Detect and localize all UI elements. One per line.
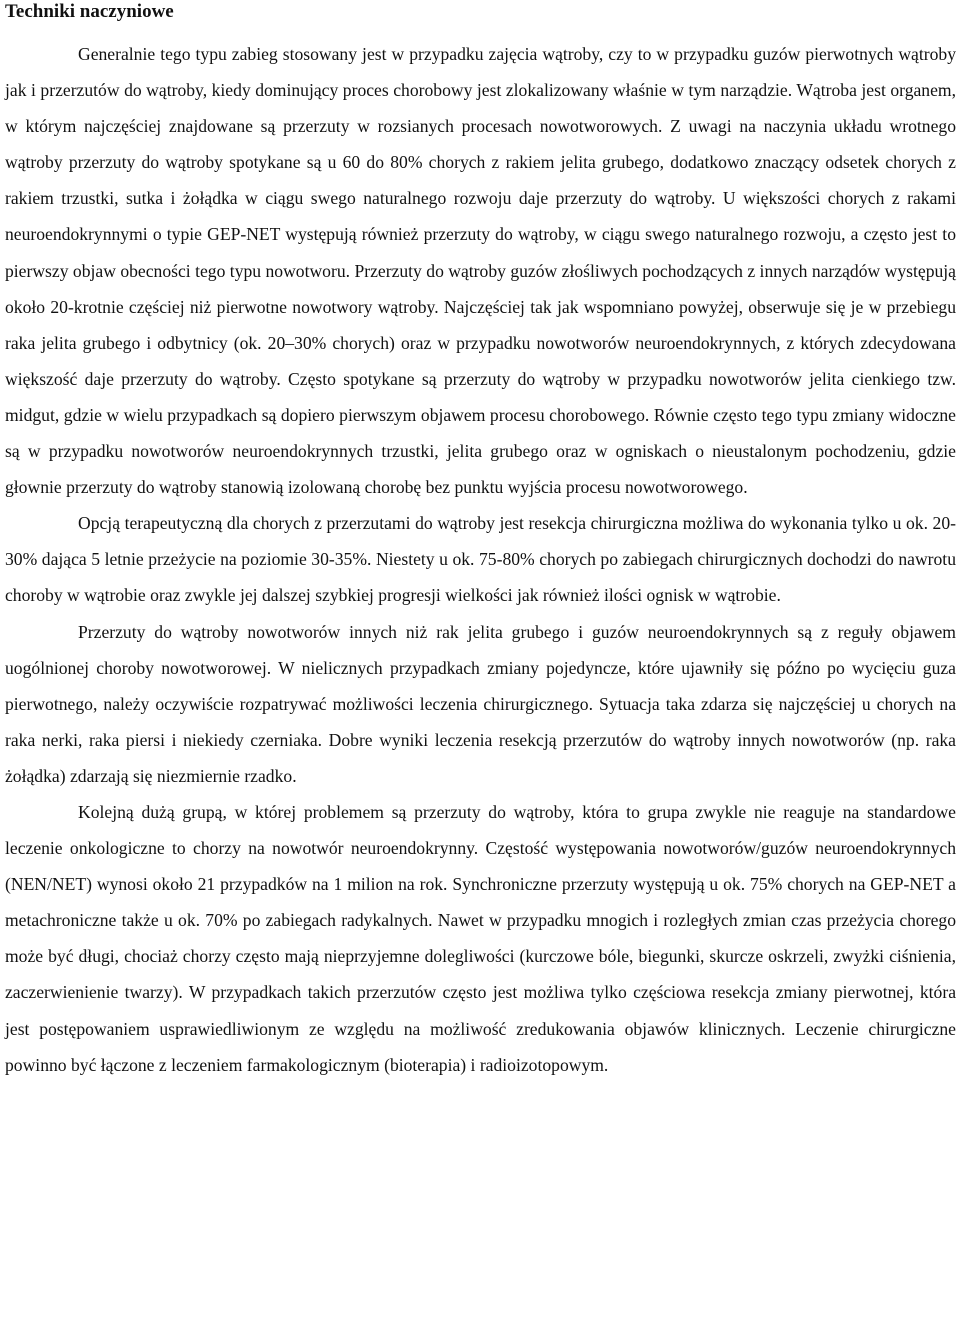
paragraph-other-tumors: Przerzuty do wątroby nowotworów innych niż rak jelita grubego i guzów neuroendokrynnych są z reguły objawem uogólnionej choroby nowotworowej. W nielicznych przypadkach zmiany pojedyncze, które ujawniły się późno po wycięciu guza pierwotnego, należy oczywiście rozpatrywać możliwości leczenia chirurgicznego. Sytuacja taka zdarza się najczęściej u chorych na raka nerki, raka piersi i niekiedy czerniaka. Dobre wyniki leczenia resekcją przerzutów do wątroby innych nowotworów (np. raka żołądka) zdarzają się niezmiernie rzadko.	[5, 621, 956, 786]
paragraph-liver-metastases-overview: Generalnie tego typu zabieg stosowany jest w przypadku zajęcia wątroby, czy to w przypadku guzów pierwotnych wątroby jak i przerzutów do wątroby, kiedy dominujący proces chorobowy jest zlokalizowany właśnie w tym narządzie. Wątroba jest organem, w którym najczęściej znajdowane są przerzuty w rozsianych procesach nowotworowych. Z uwagi na naczynia układu wrotnego wątroby przerzuty do wątroby spotykane są u 60 do 80% chorych z rakiem jelita grubego, dodatkowo znaczący odsetek chorych z rakiem trzustki, sutka i żołądka w ciągu swego naturalnego rozwoju daje przerzuty do wątroby. U większości chorych z rakami neuroendokrynnymi o typie GEP-NET występują również przerzuty do wątroby, w ciągu swego naturalnego rozwoju, a często jest to pierwszy objaw obecności tego typu nowotworu. Przerzuty do wątroby guzów złośliwych pochodzących z innych narządów występują około 20-krotnie częściej niż pierwotne nowotwory wątroby. Najczęściej tak jak wspomniano powyżej, obserwuje się je w przebiegu raka jelita grubego i odbytnicy (ok. 20–30% chorych) oraz w przypadku nowotworów neuroendokrynnych, z których zdecydowana większość daje przerzuty do wątroby. Często spotykane są przerzuty do wątroby w przypadku nowotworów jelita cienkiego tzw. midgut, gdzie w wielu przypadkach są dopiero pierwszym objawem procesu chorobowego. Równie często tego typu zmiany widoczne są w przypadku nowotworów neuroendokrynnych trzustki, jelita grubego oraz w ogniskach o nieustalonym pochodzeniu, gdzie głownie przerzuty do wątroby stanowią izolowaną chorobę bez punktu wyjścia procesu nowotworowego.	[5, 44, 956, 498]
paragraph-surgical-resection: Opcją terapeutyczną dla chorych z przerzutami do wątroby jest resekcja chirurgiczna możliwa do wykonania tylko u ok. 20-30% dająca 5 letnie przeżycie na poziomie 30-35%. Niestety u ok. 75-80% chorych po zabiegach chirurgicznych dochodzi do nawrotu choroby w wątrobie oraz zwykle jej dalszej szybkiej progresji wielkości jak również ilości ognisk w wątrobie.	[5, 513, 956, 606]
document-body	[5, 0, 956, 1083]
paragraph-neuroendocrine: Kolejną dużą grupą, w której problemem są przerzuty do wątroby, która to grupa zwykle nie reaguje na standardowe leczenie onkologiczne to chorzy na nowotwór neuroendokrynny. Częstość występowania nowotworów/guzów neuroendokrynnych (NEN/NET) wynosi około 21 przypadków na 1 milion na rok. Synchroniczne przerzuty występują u ok. 75% chorych na GEP-NET a metachroniczne także u ok. 70% po zabiegach radykalnych. Nawet w przypadku mnogich i rozległych zmian czas przeżycia chorego może być długi, chociaż chorzy często mają nieprzyjemne dolegliwości (kurczowe bóle, biegunki, skurcze oskrzeli, zwyżki ciśnienia, zaczerwienienie twarzy). W przypadkach takich przerzutów często jest możliwa tylko częściowa resekcja zmiany pierwotnej, która jest postępowaniem usprawiedliwionym ze względu na możliwość zredukowania objawów klinicznych. Leczenie chirurgiczne powinno być łączone z leczeniem farmakologicznym (bioterapia) i radioizotopowym.	[5, 801, 956, 1075]
section-heading: Techniki naczyniowe	[5, 1, 174, 22]
